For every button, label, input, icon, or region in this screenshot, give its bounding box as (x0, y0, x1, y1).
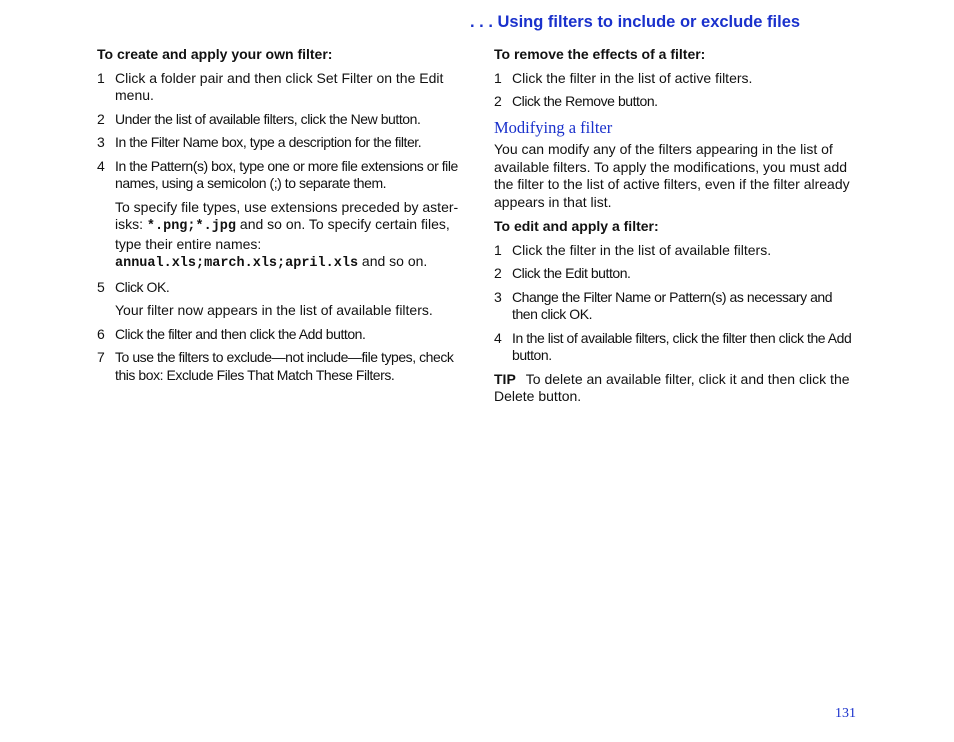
step-number: 4 (97, 157, 105, 174)
list-item (494, 93, 856, 111)
modify-paragraph: You can modify any of the filters appearing in the list of available filters. To apply the modifications, you must add the filter to the list of active filters, even if the filter already appears in that list. (494, 141, 850, 210)
step-5-note: Your filter now appears in the list of available filters. (115, 302, 433, 318)
step-text: To use the filters to exclude—not include—file types, check this box: Exclude Files That Match These Filters. (115, 349, 454, 383)
step-text: Click the filter in the list of available filters. (512, 241, 772, 258)
tip-note (494, 371, 856, 406)
step-number: 1 (494, 69, 502, 86)
list-item (97, 70, 459, 105)
tip-text: To delete an available filter, click it and then click the Delete button. (494, 370, 850, 404)
list-item (97, 279, 459, 297)
step-text: In the Filter Name box, type a description for the filter. (115, 134, 422, 150)
step-text: Click the Remove button. (512, 93, 658, 109)
remove-filter-heading: To remove the effects of a filter: (494, 46, 706, 62)
step-text: Under the list of available filters, click the New button. (115, 110, 421, 127)
step-number: 1 (97, 69, 105, 86)
note-text: and so on. (358, 253, 428, 269)
list-item (97, 349, 459, 384)
step-number: 1 (494, 241, 502, 258)
list-item (494, 265, 856, 283)
step-text: Click the filter and then click the Add button. (115, 325, 366, 342)
step-number: 3 (494, 288, 502, 305)
list-item (97, 134, 459, 152)
right-column (494, 46, 856, 413)
step-text: In the Pattern(s) box, type one or more file extensions or file names, using a semicolon (;) to separate them. (115, 157, 458, 191)
left-column (97, 46, 459, 390)
modifying-filter-heading: Modifying a filter (494, 117, 613, 137)
step-number: 2 (494, 265, 502, 281)
step-text: In the list of available filters, click the filter then click the Add button. (512, 329, 852, 363)
note-text: To specify file types, use extensions preceded by aster-isks: (115, 198, 459, 232)
section-header: . . . Using filters to include or exclude files (470, 13, 801, 31)
step-number: 4 (494, 329, 502, 346)
list-item (97, 158, 459, 193)
list-item (494, 330, 856, 365)
note-text: and so on. To specify certain files, type their entire names: (115, 216, 450, 252)
edit-filter-heading: To edit and apply a filter: (494, 218, 659, 234)
list-item (494, 70, 856, 88)
page-number: 131 (835, 706, 856, 721)
step-text: Click a folder pair and then click Set Filter on the Edit menu. (115, 69, 444, 103)
create-filter-heading: To create and apply your own filter: (97, 46, 333, 62)
list-item (494, 289, 856, 324)
step-text: Click OK. (115, 278, 170, 295)
tip-label: TIP (494, 370, 516, 387)
step-number: 5 (97, 278, 105, 295)
step-number: 2 (494, 93, 502, 109)
step-text: Click the Edit button. (512, 265, 631, 281)
step-text: Change the Filter Name or Pattern(s) as necessary and then click OK. (512, 288, 833, 322)
code-filenames: annual.xls;march.xls;april.xls (115, 256, 359, 271)
step-4-note (115, 199, 459, 273)
step-number: 2 (97, 110, 105, 127)
list-item (97, 326, 459, 344)
step-number: 6 (97, 325, 105, 342)
step-number: 7 (97, 349, 105, 365)
step-number: 3 (97, 134, 105, 150)
list-item (97, 111, 459, 129)
code-extensions: *.png;*.jpg (146, 219, 237, 234)
list-item (494, 242, 856, 260)
step-text: Click the filter in the list of active filters. (512, 69, 753, 86)
